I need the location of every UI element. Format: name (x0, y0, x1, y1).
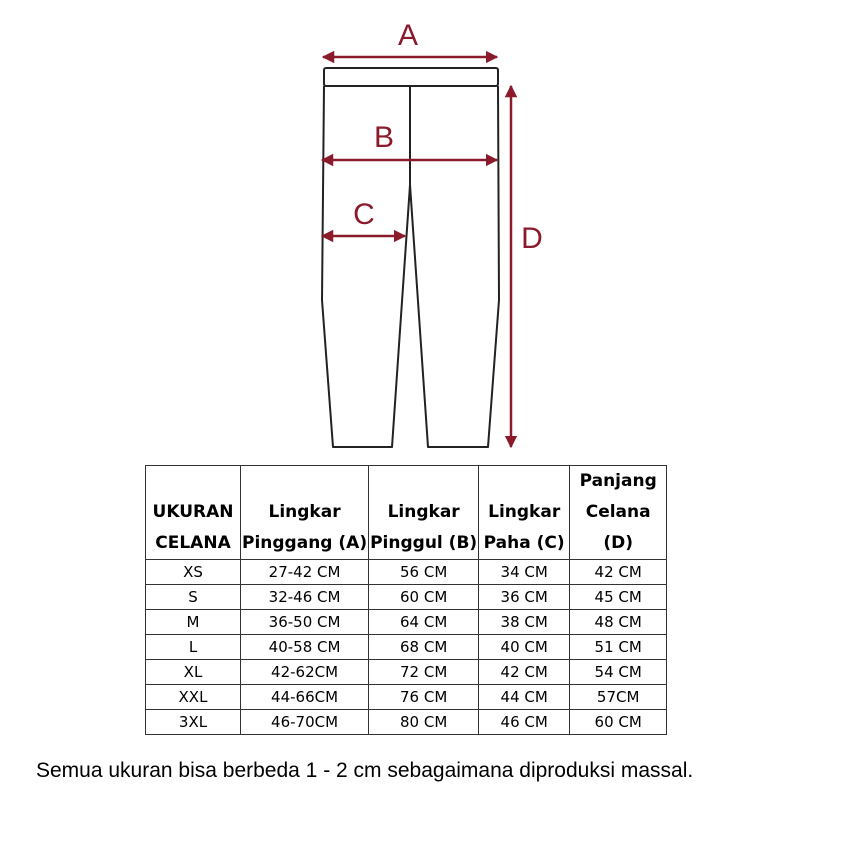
header-line: Lingkar (488, 502, 561, 522)
waist-cell: 36-50 CM (241, 610, 369, 635)
thigh-cell: 36 CM (479, 585, 570, 610)
size-cell: M (146, 610, 241, 635)
table-row (146, 685, 667, 710)
header-line: Pinggang (A) (242, 533, 368, 553)
thigh-cell: 46 CM (479, 710, 570, 735)
size-cell: XS (146, 560, 241, 585)
waist-cell: 27-42 CM (241, 560, 369, 585)
length-cell: 42 CM (570, 560, 667, 585)
size-chart-table (145, 465, 667, 735)
length-cell: 45 CM (570, 585, 667, 610)
waist-cell: 32-46 CM (241, 585, 369, 610)
label-a: A (397, 19, 419, 52)
header-line: Paha (C) (483, 533, 565, 553)
header-line: Pinggul (B) (370, 533, 478, 553)
header-line: UKURAN (152, 502, 234, 522)
size-disclaimer-note: Semua ukuran bisa berbeda 1 - 2 cm sebagaimana diproduksi massal. (36, 759, 694, 782)
waist-cell: 40-58 CM (241, 635, 369, 660)
length-cell: 51 CM (570, 635, 667, 660)
header-line: Panjang (579, 471, 657, 491)
label-c: C (353, 198, 375, 231)
hip-cell: 60 CM (369, 585, 479, 610)
hip-cell: 64 CM (369, 610, 479, 635)
table-row (146, 560, 667, 585)
pants-outline (322, 68, 499, 447)
waistband (324, 68, 498, 86)
table-row (146, 585, 667, 610)
header-line: Lingkar (387, 502, 460, 522)
header-panjang-celana (570, 466, 667, 560)
table-row (146, 635, 667, 660)
table-row (146, 660, 667, 685)
header-lingkar-pinggul (369, 466, 479, 560)
length-cell: 60 CM (570, 710, 667, 735)
header-lingkar-paha (479, 466, 570, 560)
header-ukuran-celana (146, 466, 241, 560)
thigh-cell: 40 CM (479, 635, 570, 660)
label-d: D (521, 222, 543, 255)
length-cell: 48 CM (570, 610, 667, 635)
size-cell: 3XL (146, 710, 241, 735)
hip-cell: 56 CM (369, 560, 479, 585)
header-line: (D) (603, 533, 633, 553)
header-line: CELANA (155, 533, 231, 553)
table-row (146, 710, 667, 735)
size-cell: L (146, 635, 241, 660)
table-header-row (146, 466, 667, 560)
hip-cell: 72 CM (369, 660, 479, 685)
thigh-cell: 44 CM (479, 685, 570, 710)
length-cell: 57CM (570, 685, 667, 710)
thigh-cell: 42 CM (479, 660, 570, 685)
label-b: B (373, 121, 395, 154)
length-cell: 54 CM (570, 660, 667, 685)
size-cell: XXL (146, 685, 241, 710)
waist-cell: 44-66CM (241, 685, 369, 710)
measurement-arrows (322, 57, 511, 447)
hip-cell: 76 CM (369, 685, 479, 710)
header-lingkar-pinggang (241, 466, 369, 560)
thigh-cell: 34 CM (479, 560, 570, 585)
hip-cell: 80 CM (369, 710, 479, 735)
header-line: Lingkar (268, 502, 341, 522)
size-cell: XL (146, 660, 241, 685)
size-cell: S (146, 585, 241, 610)
header-line: Celana (585, 502, 651, 522)
waist-cell: 42-62CM (241, 660, 369, 685)
waist-cell: 46-70CM (241, 710, 369, 735)
thigh-cell: 38 CM (479, 610, 570, 635)
hip-cell: 68 CM (369, 635, 479, 660)
table-row (146, 610, 667, 635)
